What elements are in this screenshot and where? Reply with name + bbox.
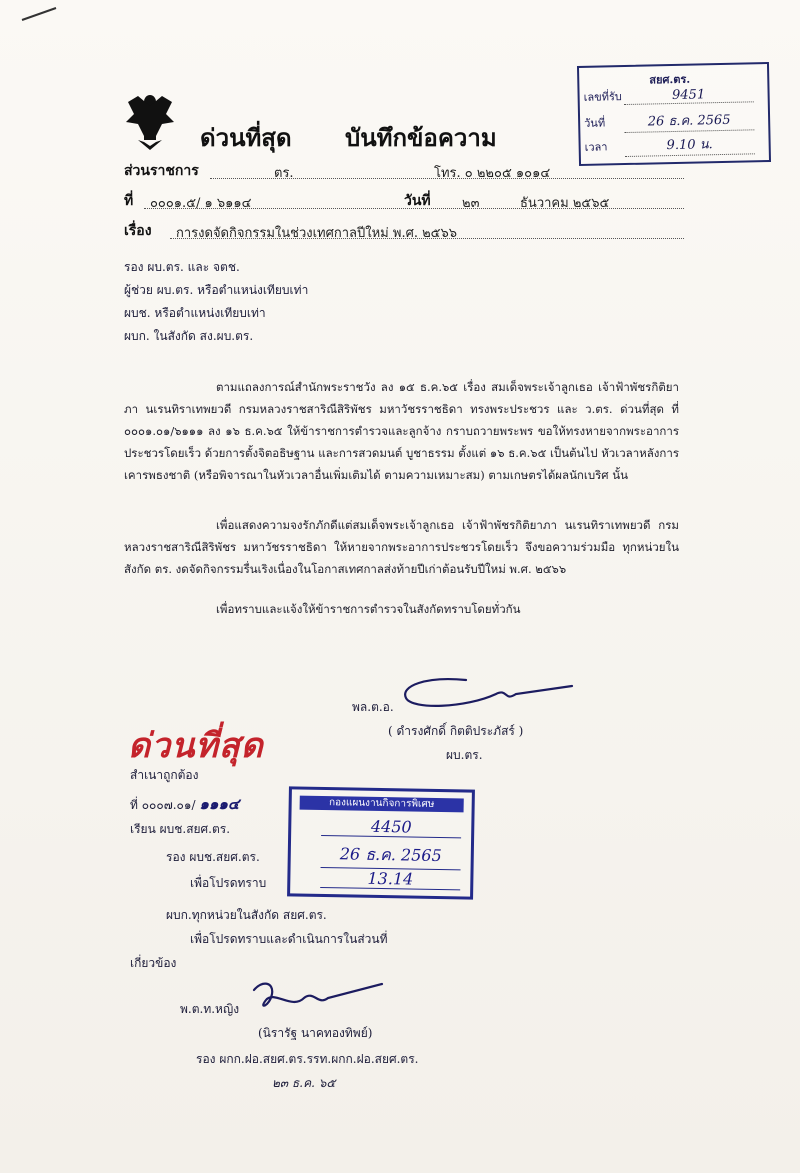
recipient-list <box>124 256 308 348</box>
division-stamp-number: 4450 <box>321 816 461 838</box>
lower-to: เรียน ผบช.สยศ.ตร. <box>130 822 231 836</box>
division-stamp-date: 26 ธ.ค. 2565 <box>321 842 461 870</box>
body-paragraph-2: เพื่อแสดงความจงรักภักดีแต่สมเด็จพระเจ้าลูกเธอ เจ้าฟ้าพัชรกิติยาภา นเรนทิราเทพยวดี กรมหลวงราชสาริณีสิริพัชร มหาวัชรราชธิดา ให้หายจากพระอาการประชวรโดยเร็ว จึงขอความร่วมมือ ทุกหน่วยในสังกัด ตร. งดจัดกิจกรรมรื่นเริงเนื่องในโอกาสเทศกาลส่งท้ายปีเก่าต้อนรับปีใหม่ พ.ศ. ๒๕๖๖ <box>124 518 679 576</box>
recipient-item: ผบก. ในสังกัด สง.ผบ.ตร. <box>124 329 254 343</box>
subject-value: การงดจัดกิจกรรมในช่วงเทศกาลปีใหม่ พ.ศ. ๒๕๖๖ <box>176 226 458 241</box>
recipient-item: ผู้ช่วย ผบ.ตร. หรือตำแหน่งเทียบเท่า <box>124 283 309 297</box>
signer-2-position: รอง ผกก.ฝอ.สยศ.ตร.รรท.ผกก.ฝอ.สยศ.ตร. <box>196 1052 419 1066</box>
signer-2-date: ๒๓ ธ.ค. ๖๕ <box>272 1076 336 1090</box>
receipt-time-label: เวลา <box>584 140 608 154</box>
division-stamp-time: 13.14 <box>320 868 460 890</box>
receipt-number-row <box>583 84 761 106</box>
receipt-number: 9451 <box>623 86 753 105</box>
urgent-heading: ด่วนที่สุด <box>200 123 292 152</box>
signature-1-icon <box>396 672 576 716</box>
body-paragraph-1: ตามแถลงการณ์สำนักพระราชวัง ลง ๑๕ ธ.ค.๖๕ เรื่อง สมเด็จพระเจ้าลูกเธอ เจ้าฟ้าพัชรกิติยาภา นเรนทิราเทพยวดี กรมหลวงราชสาริณีสิริพัชร มหาวัชรราชธิดา ทรงพระประชวร และ ว.ตร. ด่วนที่สุด ที่ ๐๐๐๑.๐๑/๖๑๑๑ ลง ๑๖ ธ.ค.๖๕ ให้ข้าราชการตำรวจและลูกจ้าง กราบถวายพระพร ขอให้ทรงหายจากพระอาการประชวรโดยเร็ว ด้วยการตั้งจิตอธิษฐาน และการสวดมนต์ บูชาธรรม ตั้งแต่ ๑๖ ธ.ค.๖๕ เป็นต้นไป หัวเวลาหลังการเคารพธงชาติ (หรือพิจารณาในหัวเวลาอื่นเพิ่มเติมได้ ตามความเหมาะสม) ตามเกษตรได้ผลนักเบริศ นั้น <box>124 380 679 482</box>
lower-ref-handwritten: ๑๑๑๔ <box>199 795 240 813</box>
subject-label: เรื่อง <box>124 223 152 239</box>
agency-row <box>124 160 684 182</box>
urgent-red-stamp: ด่วนที่สุด <box>128 726 264 766</box>
date-day: ๒๓ <box>462 196 480 211</box>
ref-label: ที่ <box>124 193 134 209</box>
division-receipt-stamp <box>287 786 475 899</box>
agency-label: ส่วนราชการ <box>124 163 199 179</box>
signer-2-rank: พ.ต.ท.หญิง <box>180 1002 240 1016</box>
agency-phone: โทร. ๐ ๒๒๐๕ ๑๐๑๔ <box>434 166 551 181</box>
receipt-time: 9.10 น. <box>624 132 754 157</box>
signer-1-rank: พล.ต.อ. <box>352 700 394 714</box>
signer-2-name: (นิรารัฐ นาคทองทิพย์) <box>258 1026 373 1040</box>
lower-ref-prefix: ที่ ๐๐๐๗.๐๑/ <box>130 798 196 812</box>
lower-ref <box>130 792 239 816</box>
recipient-item: ผบช. หรือตำแหน่งเทียบเท่า <box>124 306 266 320</box>
body-paragraph-3: เพื่อทราบและแจ้งให้ข้าราชการตำรวจในสังกัดทราบโดยทั่วกัน <box>216 602 521 616</box>
receipt-time-row <box>584 132 762 158</box>
signer-1-name: ( ดำรงศักดิ์ กิตติประภัสร์ ) <box>388 724 524 738</box>
agency-value: ตร. <box>274 166 294 181</box>
lower-all-units: ผบก.ทุกหน่วยในสังกัด สยศ.ตร. <box>166 908 327 922</box>
copy-certified: สำเนาถูกต้อง <box>130 768 199 782</box>
date-month-year: ธันวาคม ๒๕๖๕ <box>520 196 610 211</box>
lower-through: รอง ผบช.สยศ.ตร. <box>166 850 260 864</box>
receipt-number-label: เลขที่รับ <box>583 90 622 104</box>
lower-related: เกี่ยวข้อง <box>130 956 177 970</box>
garuda-emblem-icon <box>124 92 176 154</box>
receipt-date: 26 ธ.ค. 2565 <box>624 108 754 133</box>
subject-row <box>124 220 684 242</box>
receipt-date-row <box>584 108 762 134</box>
lower-for-action: เพื่อโปรดทราบและดำเนินการในส่วนที่ <box>190 932 388 946</box>
receipt-org: สยศ.ตร. <box>649 72 691 87</box>
signature-2-icon <box>248 980 388 1020</box>
recipient-item: รอง ผบ.ตร. และ จตช. <box>124 260 240 274</box>
receipt-stamp <box>577 62 771 166</box>
ref-value: ๐๐๐๑.๕/ ๑ ๖๑๑๔ <box>150 196 252 211</box>
receipt-date-label: วันที่ <box>584 116 606 130</box>
signer-1-position: ผบ.ตร. <box>446 748 483 762</box>
date-label: วันที่ <box>404 193 431 209</box>
lower-for-info: เพื่อโปรดทราบ <box>190 876 267 890</box>
memo-title: บันทึกข้อความ <box>345 123 497 152</box>
ref-date-row <box>124 190 684 212</box>
division-stamp-header: กองแผนงานกิจการพิเศษ <box>300 796 464 813</box>
pen-mark-icon <box>20 4 60 24</box>
